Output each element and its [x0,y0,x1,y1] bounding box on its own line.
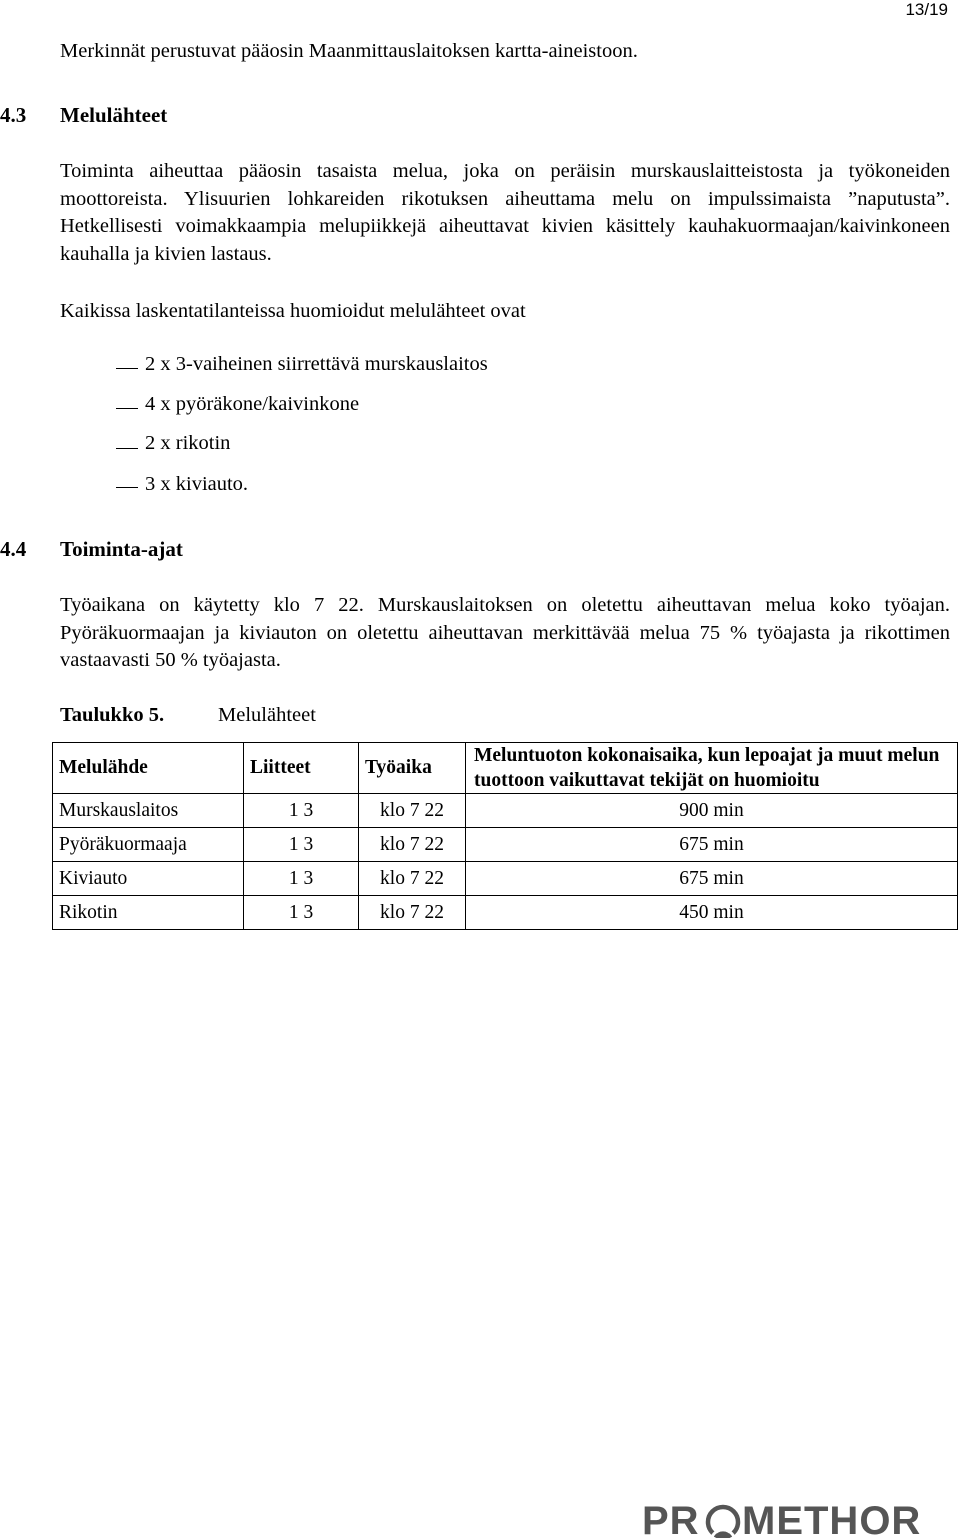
table-cell: 900 min [466,794,958,828]
table-cell: klo 7 22 [359,794,466,828]
logo-text-part: PR [642,1499,700,1538]
table-cell: 1 3 [244,896,359,930]
list-dash [116,487,138,488]
table-header-cell: Melulähde [53,743,244,794]
table-header-cell: Työaika [359,743,466,794]
intro-line: Merkinnät perustuvat pääosin Maanmittauslaitoksen kartta-aineistoon. [60,40,638,62]
table-cell: Kiviauto [53,862,244,896]
table-cell: 450 min [466,896,958,930]
table-row [53,862,958,896]
section-heading-4-4 [0,537,183,562]
table-row [53,896,958,930]
table-cell: klo 7 22 [359,828,466,862]
section-number: 4.4 [0,537,27,561]
paragraph-operating-hours: Työaikana on käytetty klo 7 22. Murskauslaitoksen on oletettu aiheuttavan melua koko työajan. Pyöräkuormaajan ja kiviauton on oletettu aiheuttavan merkittävää melua 75 % työajasta ja rikottimen vastaavasti 50 % työajasta. [60,594,950,671]
list-item: 4 x pyöräkone/kaivinkone [145,393,360,415]
list-dash [116,448,138,449]
paragraph-sources-intro: Kaikissa laskentatilanteissa huomioidut melulähteet ovat [60,300,526,322]
table-caption [60,704,316,727]
table-caption-title: Melulähteet [218,704,316,726]
section-heading-4-3 [0,103,167,128]
table-header-cell: Liitteet [244,743,359,794]
table-cell: 1 3 [244,794,359,828]
table-cell: Pyöräkuormaaja [53,828,244,862]
table-header-cell: Meluntuoton kokonaisaika, kun lepoajat ja muut melun tuottoon vaikuttavat tekijät on huomioitu [466,743,958,794]
table-cell: 675 min [466,862,958,896]
table-cell: klo 7 22 [359,862,466,896]
list-item: 2 x rikotin [145,432,231,454]
table-row [53,828,958,862]
promethor-logo [642,1498,948,1538]
table-cell: Murskauslaitos [53,794,244,828]
table-header-row [53,743,958,794]
table-cell: 1 3 [244,828,359,862]
noise-sources-table [52,742,958,930]
section-title: Toiminta-ajat [60,537,183,561]
list-item: 3 x kiviauto. [145,473,249,495]
list-item: 2 x 3-vaiheinen siirrettävä murskauslaitos [145,353,488,375]
table-caption-label: Taulukko 5. [60,704,165,726]
table-cell: 675 min [466,828,958,862]
table-cell: 1 3 [244,862,359,896]
section-title: Melulähteet [60,103,168,127]
page-number: 13/19 [905,0,948,19]
table-cell: Rikotin [53,896,244,930]
section-number: 4.3 [0,103,27,127]
logo-signal-icon [708,1507,738,1538]
table-cell: klo 7 22 [359,896,466,930]
list-dash [116,408,138,409]
list-dash [116,368,138,369]
paragraph-noise-description: Toiminta aiheuttaa pääosin tasaista melua, joka on peräisin murskauslaitteistosta ja työkoneiden moottoreista. Ylisuurien lohkareiden rikotuksen aiheuttama melu on impulssimaista ”naputusta”. Hetkellisesti voimakkaampia melupiikkejä aiheuttavat kivien käsittely kauhakuormaajan/kaivinkoneen kauhalla ja kivien lastaus. [60,160,950,265]
table-row [53,794,958,828]
logo-text-part: METHOR [742,1499,922,1538]
